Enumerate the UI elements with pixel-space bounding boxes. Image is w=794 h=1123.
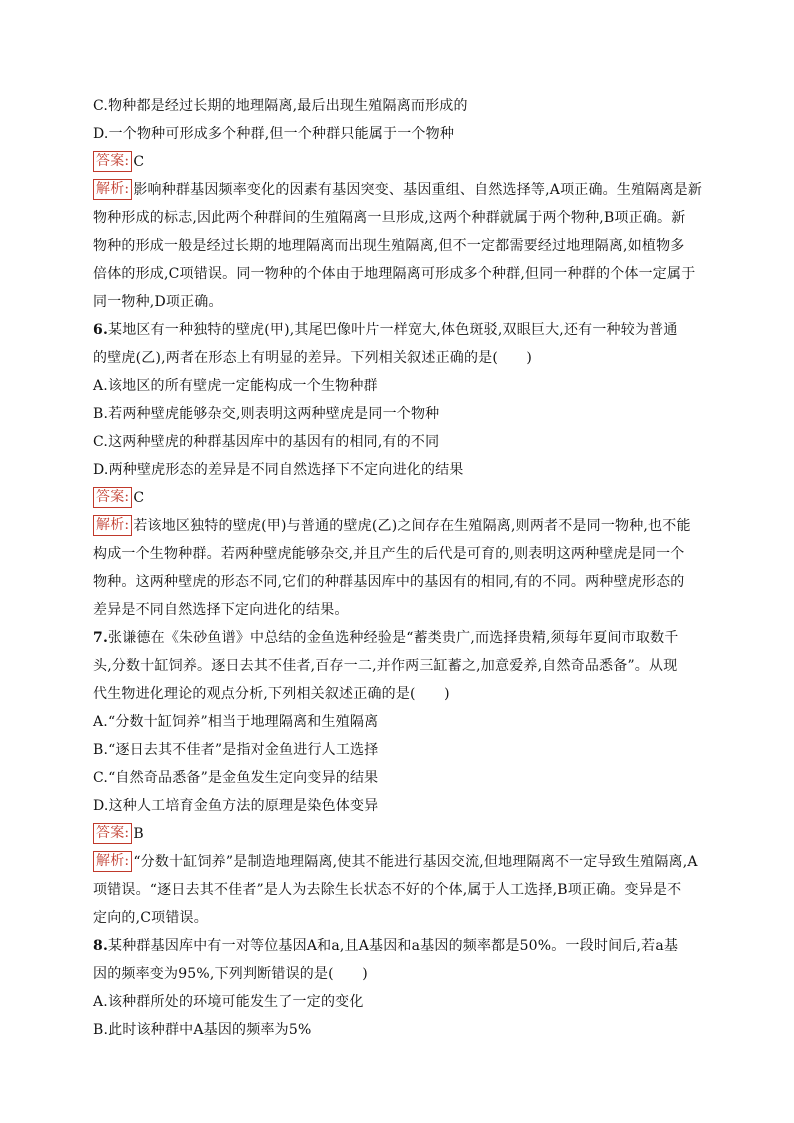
line-text: C.这两种壁虎的种群基因库中的基因有的相同,有的不同 <box>93 434 440 450</box>
explanation-label: 解析: <box>93 515 132 536</box>
line-text: 头,分数十缸饲养。逐日去其不佳者,百存一二,并作两三缸蓄之,加意爱养,自然奇品悉备”。从现 <box>93 658 678 674</box>
line-text: 若该地区独特的壁虎(甲)与普通的壁虎(乙)之间存在生殖隔离,则两者不是同一物种,也不能 <box>133 518 691 534</box>
line-text: D.这种人工培育金鱼方法的原理是染色体变异 <box>93 798 379 814</box>
answer-label: 答案: <box>93 487 132 508</box>
answer-label: 答案: <box>93 823 132 844</box>
text-line <box>93 232 713 260</box>
question-stem <box>93 932 713 960</box>
explanation-label: 解析: <box>93 851 132 872</box>
explanation-line <box>93 848 713 876</box>
document-body <box>93 92 713 1044</box>
line-text: A.该地区的所有壁虎一定能构成一个生物种群 <box>93 378 378 394</box>
answer-label: 答案: <box>93 151 132 172</box>
answer-line <box>93 148 713 176</box>
text-line <box>93 708 713 736</box>
line-text: “分数十缸饲养”是制造地理隔离,使其不能进行基因交流,但地理隔离不一定导致生殖隔离,A <box>133 854 698 870</box>
line-text: 因的频率变为95%,下列判断错误的是( ) <box>93 966 368 982</box>
line-text: 某种群基因库中有一对等位基因A和a,且A基因和a基因的频率都是50%。一段时间后,若a基 <box>108 938 679 954</box>
explanation-line <box>93 512 713 540</box>
text-line <box>93 260 713 288</box>
line-text: B.“逐日去其不佳者”是指对金鱼进行人工选择 <box>93 742 379 758</box>
text-line <box>93 596 713 624</box>
text-line <box>93 540 713 568</box>
line-text: 倍体的形成,C项错误。同一物种的个体由于地理隔离可形成多个种群,但同一种群的个体一定属于 <box>93 266 696 282</box>
question-stem <box>93 624 713 652</box>
explanation-line <box>93 176 713 204</box>
line-text: 影响种群基因频率变化的因素有基因突变、基因重组、自然选择等,A项正确。生殖隔离是新 <box>133 182 703 198</box>
text-line <box>93 92 713 120</box>
line-text: C <box>133 154 145 170</box>
line-text: 同一物种,D项正确。 <box>93 294 223 310</box>
line-text: 项错误。“逐日去其不佳者”是人为去除生长状态不好的个体,属于人工选择,B项正确。变异是不 <box>93 882 682 898</box>
text-line <box>93 792 713 820</box>
line-text: A.该种群所处的环境可能发生了一定的变化 <box>93 994 364 1010</box>
text-line <box>93 428 713 456</box>
line-text: 代生物进化理论的观点分析,下列相关叙述正确的是( ) <box>93 686 450 702</box>
explanation-label: 解析: <box>93 179 132 200</box>
text-line <box>93 876 713 904</box>
line-text: B.此时该种群中A基因的频率为5% <box>93 1022 312 1038</box>
line-text: 差异是不同自然选择下定向进化的结果。 <box>93 602 349 618</box>
line-text: 物种形成的标志,因此两个种群间的生殖隔离一旦形成,这两个种群就属于两个物种,B项正确。新 <box>93 210 686 226</box>
line-text: 构成一个生物种群。若两种壁虎能够杂交,并且产生的后代是可育的,则表明这两种壁虎是同一个 <box>93 546 685 562</box>
text-line <box>93 372 713 400</box>
line-text: B <box>133 826 144 842</box>
text-line <box>93 960 713 988</box>
text-line <box>93 904 713 932</box>
text-line <box>93 1016 713 1044</box>
text-line <box>93 736 713 764</box>
line-text: D.两种壁虎形态的差异是不同自然选择下不定向进化的结果 <box>93 462 464 478</box>
question-number: 6. <box>93 322 109 338</box>
line-text: A.“分数十缸饲养”相当于地理隔离和生殖隔离 <box>93 714 379 730</box>
text-line <box>93 120 713 148</box>
question-number: 7. <box>93 630 109 646</box>
text-line <box>93 568 713 596</box>
line-text: B.若两种壁虎能够杂交,则表明这两种壁虎是同一个物种 <box>93 406 440 422</box>
text-line <box>93 204 713 232</box>
text-line <box>93 344 713 372</box>
question-stem <box>93 316 713 344</box>
text-line <box>93 400 713 428</box>
text-line <box>93 764 713 792</box>
text-line <box>93 680 713 708</box>
line-text: 物种的形成一般是经过长期的地理隔离而出现生殖隔离,但不一定都需要经过地理隔离,如植物多 <box>93 238 685 254</box>
line-text: C.“自然奇品悉备”是金鱼发生定向变异的结果 <box>93 770 379 786</box>
line-text: C <box>133 490 145 506</box>
line-text: 物种。这两种壁虎的形态不同,它们的种群基因库中的基因有的相同,有的不同。两种壁虎形态的 <box>93 574 685 590</box>
answer-line <box>93 484 713 512</box>
text-line <box>93 456 713 484</box>
text-line <box>93 288 713 316</box>
answer-line <box>93 820 713 848</box>
question-number: 8. <box>93 938 109 954</box>
line-text: 定向的,C项错误。 <box>93 910 208 926</box>
line-text: 的壁虎(乙),两者在形态上有明显的差异。下列相关叙述正确的是( ) <box>93 350 533 366</box>
text-line <box>93 652 713 680</box>
line-text: C.物种都是经过长期的地理隔离,最后出现生殖隔离而形成的 <box>93 98 468 114</box>
line-text: D.一个物种可形成多个种群,但一个种群只能属于一个物种 <box>93 126 455 142</box>
text-line <box>93 988 713 1016</box>
line-text: 张谦德在《朱砂鱼谱》中总结的金鱼选种经验是“蓄类贵广,而选择贵精,须每年夏间市取数千 <box>108 630 679 646</box>
line-text: 某地区有一种独特的壁虎(甲),其尾巴像叶片一样宽大,体色斑驳,双眼巨大,还有一种较为普通 <box>108 322 678 338</box>
